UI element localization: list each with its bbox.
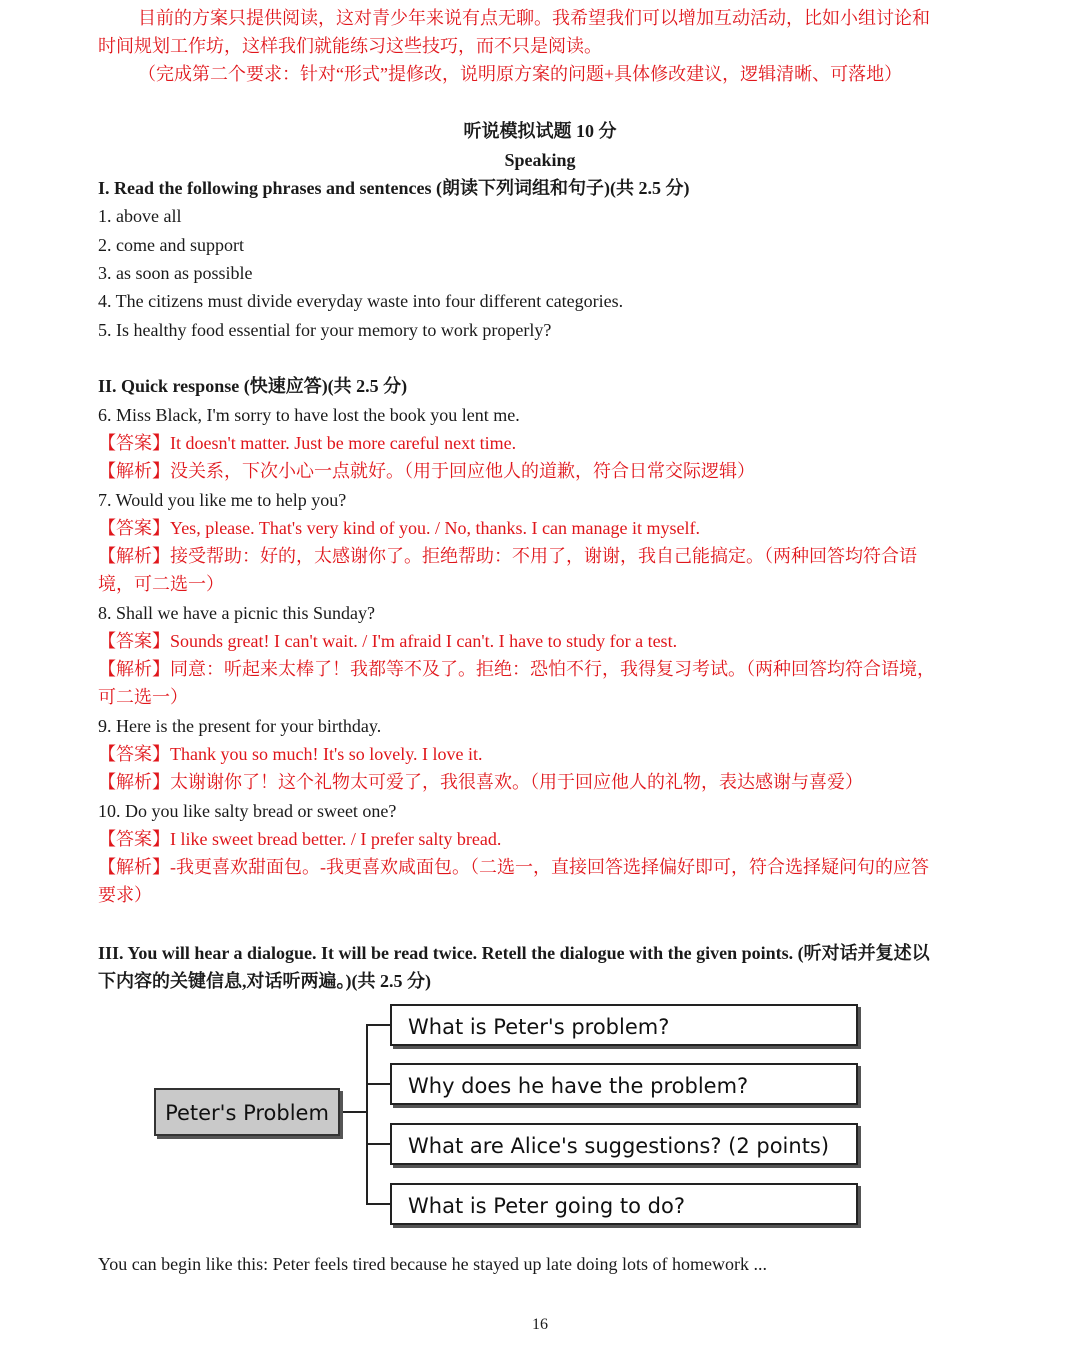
intro-line-2: 时间规划工作坊，这样我们就能练习这些技巧，而不只是阅读。 xyxy=(98,36,602,56)
diagram-question-2: Why does he have the problem? xyxy=(390,1063,858,1105)
section3-heading-line-2: 下内容的关键信息,对话听两遍。)(共 2.5 分) xyxy=(98,971,431,991)
question-9: 9. Here is the present for your birthday. xyxy=(98,716,382,736)
answer-7: 【答案】Yes, please. That's very kind of you. / No, thanks. I can manage it myself. xyxy=(98,518,700,538)
section1-item-3: 3. as soon as possible xyxy=(98,263,253,283)
section1-item-4: 4. The citizens must divide everyday waste into four different categories. xyxy=(98,291,624,311)
diagram-question-3: What are Alice's suggestions? (2 points) xyxy=(390,1123,858,1165)
answer-10: 【答案】I like sweet bread better. / I prefer salty bread. xyxy=(98,829,502,849)
question-7: 7. Would you like me to help you? xyxy=(98,490,347,510)
section1-heading: I. Read the following phrases and sentences (朗读下列词组和句子)(共 2.5 分) xyxy=(98,178,690,198)
branch-connector-4 xyxy=(366,1203,390,1205)
branch-connector-1 xyxy=(366,1024,390,1026)
diagram-question-1: What is Peter's problem? xyxy=(390,1004,858,1046)
question-6: 6. Miss Black, I'm sorry to have lost the book you lent me. xyxy=(98,405,520,425)
section1-item-1: 1. above all xyxy=(98,206,182,226)
explanation-7-line-2: 境，可二选一） xyxy=(98,574,224,594)
root-connector xyxy=(340,1111,366,1113)
explanation-7-line-1: 【解析】接受帮助：好的，太感谢你了。拒绝帮助：不用了，谢谢，我自己能搞定。（两种回答均符合语 xyxy=(98,546,917,566)
section2-heading: II. Quick response (快速应答)(共 2.5 分) xyxy=(98,376,408,396)
answer-6: 【答案】It doesn't matter. Just be more careful next time. xyxy=(98,433,517,453)
retell-diagram xyxy=(150,998,870,1234)
vertical-connector xyxy=(366,1024,368,1204)
section3-heading-line-1: III. You will hear a dialogue. It will be read twice. Retell the dialogue with the given points. (听对话并复述以 xyxy=(98,943,930,963)
section1-item-2: 2. come and support xyxy=(98,235,244,255)
page-number: 16 xyxy=(532,1316,548,1333)
explanation-10-line-1: 【解析】-我更喜欢甜面包。-我更喜欢咸面包。（二选一，直接回答选择偏好即可，符合选择疑问句的应答 xyxy=(98,857,929,877)
diagram-root-box: Peter's Problem xyxy=(154,1088,340,1136)
answer-8: 【答案】Sounds great! I can't wait. / I'm afraid I can't. I have to study for a test. xyxy=(98,631,678,651)
answer-9: 【答案】Thank you so much! It's so lovely. I love it. xyxy=(98,744,483,764)
question-10: 10. Do you like salty bread or sweet one? xyxy=(98,801,397,821)
explanation-6: 【解析】没关系，下次小心一点就好。（用于回应他人的道歉，符合日常交际逻辑） xyxy=(98,461,755,481)
explanation-8-line-2: 可二选一） xyxy=(98,687,188,707)
diagram-question-4: What is Peter going to do? xyxy=(390,1183,858,1225)
intro-line-1: 目前的方案只提供阅读，这对青少年来说有点无聊。我希望我们可以增加互动活动，比如小组讨论和 xyxy=(138,8,930,28)
question-8: 8. Shall we have a picnic this Sunday? xyxy=(98,603,375,623)
section1-item-5: 5. Is healthy food essential for your memory to work properly? xyxy=(98,320,552,340)
explanation-9: 【解析】太谢谢你了！这个礼物太可爱了，我很喜欢。（用于回应他人的礼物，表达感谢与喜爱） xyxy=(98,772,863,792)
explanation-8-line-1: 【解析】同意：听起来太棒了！我都等不及了。拒绝：恐怕不行，我得复习考试。（两种回答均符合语境， xyxy=(98,659,935,679)
branch-connector-3 xyxy=(366,1143,390,1145)
intro-note: （完成第二个要求：针对“形式”提修改，说明原方案的问题+具体修改建议，逻辑清晰、可落地） xyxy=(138,64,903,84)
test-subtitle: Speaking xyxy=(504,150,576,170)
test-title: 听说模拟试题 10 分 xyxy=(463,121,617,141)
explanation-10-line-2: 要求） xyxy=(98,885,152,905)
begin-prompt: You can begin like this: Peter feels tired because he stayed up late doing lots of homework ... xyxy=(98,1254,768,1274)
branch-connector-2 xyxy=(366,1083,390,1085)
